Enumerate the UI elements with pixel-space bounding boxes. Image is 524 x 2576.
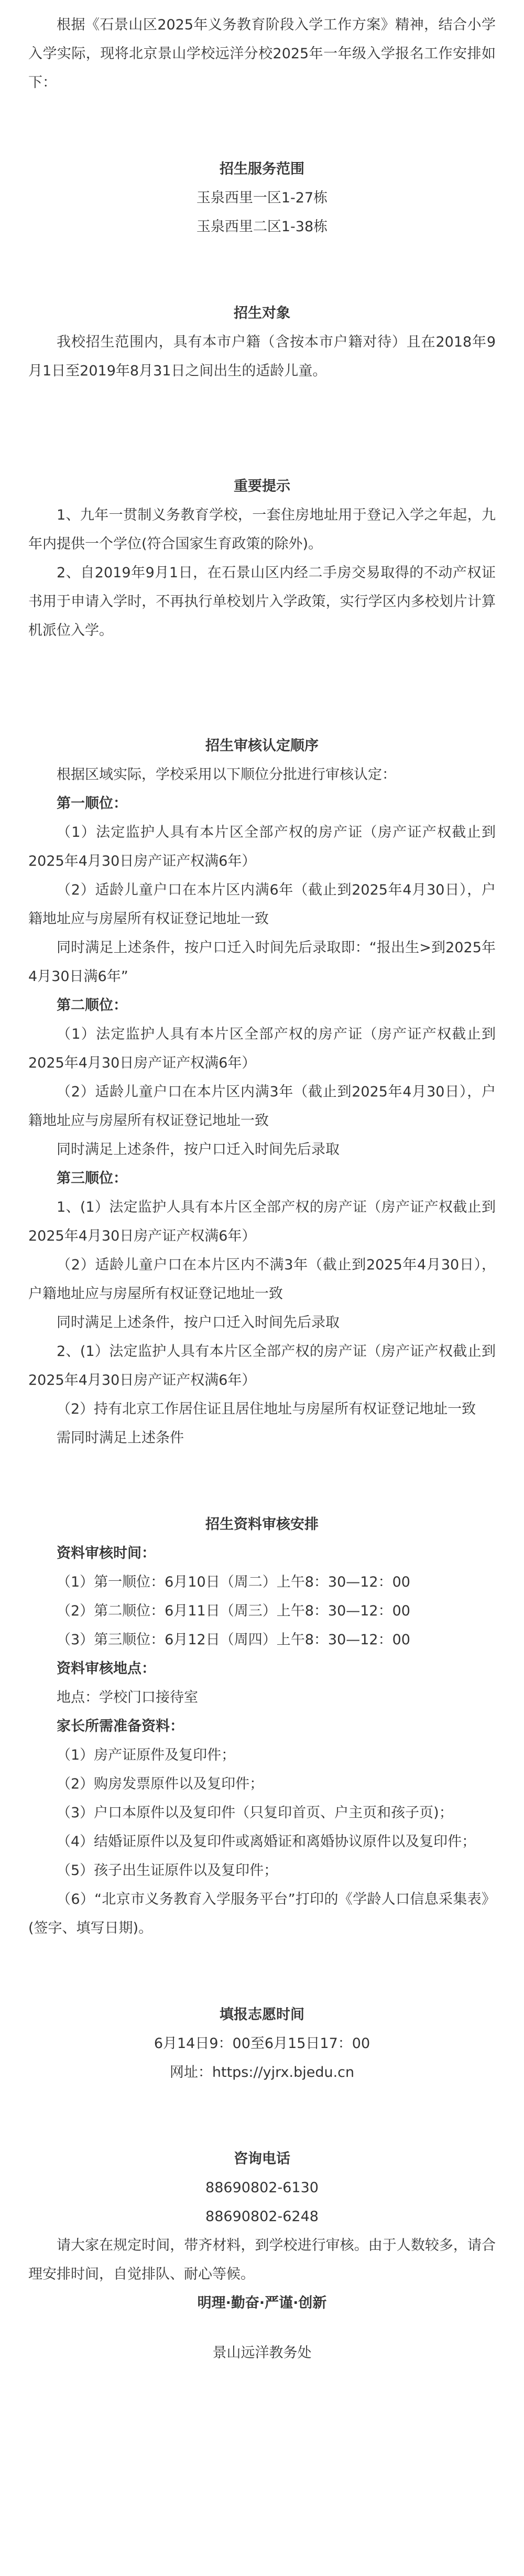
review-time-label: 资料审核时间： (57, 1545, 156, 1561)
material-item-1: （1）房产证原件及复印件； (57, 1747, 236, 1763)
apply-url[interactable]: 网址：https://yjrx.bjedu.cn (169, 2064, 355, 2081)
notice-title: 重要提示 (234, 478, 290, 494)
review-place: 地点：学校门口接待室 (57, 1689, 198, 1706)
material-item-4: （4）结婚证原件以及复印件或离婚证和离婚协议原件以及复印件； (57, 1834, 476, 1850)
material-item-3: （3）户口本原件以及复印件（只复印首页、户主页和孩子页)； (57, 1805, 453, 1821)
school-motto: 明理·勤奋·严谨·创新 (197, 2295, 327, 2311)
third-rank-item-2: （2）适龄儿童户口在本片区内不满3年（截止到2025年4月30日），户籍地址应与房屋所有权证登记地址一致 (28, 1257, 496, 1302)
review-title: 招生资料审核安排 (205, 1516, 319, 1533)
review-time-1: （1）第一顺位：6月10日（周二）上午8：30—12：00 (57, 1574, 410, 1590)
scope-line-2: 玉泉西里二区1-38栋 (196, 219, 328, 235)
first-rank-item-3: 同时满足上述条件，按户口迁入时间先后录取即：“报出生>到2025年4月30日满6年” (28, 940, 496, 985)
scope-line-1: 玉泉西里一区1-27栋 (196, 190, 328, 206)
materials-label: 家长所需准备资料： (57, 1718, 184, 1734)
order-lead: 根据区域实际，学校采用以下顺位分批进行审核认定： (57, 767, 396, 783)
third-rank-item-4: 2、(1）法定监护人具有本片区全部产权的房产证（房产证产权截止到2025年4月30日房产证产权满6年） (28, 1343, 496, 1388)
material-item-5: （5）孩子出生证原件以及复印件； (57, 1862, 278, 1879)
target-title: 招生对象 (234, 305, 290, 321)
apply-time: 6月14日9：00至6月15日17：00 (154, 2035, 370, 2052)
third-rank-item-1: 1、(1）法定监护人具有本片区全部产权的房产证（房产证产权截止到2025年4月30日房产证产权满6年） (28, 1199, 496, 1244)
contact-phone-2: 88690802-6248 (205, 2208, 319, 2225)
second-rank-label: 第二顺位： (57, 997, 127, 1014)
third-rank-item-5: （2）持有北京工作居住证且居住地址与房屋所有权证登记地址一致 (57, 1401, 476, 1417)
material-item-2: （2）购房发票原件以及复印件； (57, 1776, 264, 1792)
material-item-6: （6）“北京市义务教育入学服务平台”打印的《学龄人口信息采集表》(签字、填写日期)。 (28, 1891, 496, 1936)
third-rank-item-3: 同时满足上述条件，按户口迁入时间先后录取 (57, 1314, 340, 1331)
review-time-3: （3）第三顺位：6月12日（周四）上午8：30—12：00 (57, 1632, 410, 1648)
notice-item-1: 1、九年一贯制义务教育学校，一套住房地址用于登记入学之年起，九年内提供一个学位(符合国家生育政策的除外)。 (28, 507, 496, 552)
third-rank-item-6: 需同时满足上述条件 (57, 1430, 184, 1446)
first-rank-item-2: （2）适龄儿童户口在本片区内满6年（截止到2025年4月30日），户籍地址应与房屋所有权证登记地址一致 (28, 882, 496, 927)
first-rank-item-1: （1）法定监护人具有本片区全部产权的房产证（房产证产权截止到2025年4月30日房产证产权满6年） (28, 824, 496, 869)
first-rank-label: 第一顺位： (57, 795, 127, 812)
second-rank-item-1: （1）法定监护人具有本片区全部产权的房产证（房产证产权截止到2025年4月30日房产证产权满6年） (28, 1026, 496, 1071)
scope-title: 招生服务范围 (220, 161, 304, 177)
review-place-label: 资料审核地点： (57, 1661, 156, 1677)
signature: 景山远洋教务处 (212, 2345, 312, 2361)
review-time-2: （2）第二顺位：6月11日（周三）上午8：30—12：00 (57, 1603, 410, 1619)
second-rank-item-3: 同时满足上述条件，按户口迁入时间先后录取 (57, 1141, 340, 1158)
target-paragraph: 我校招生范围内，具有本市户籍（含按本市户籍对待）且在2018年9月1日至2019年8月31日之间出生的适龄儿童。 (28, 334, 496, 379)
contact-phone-1: 88690802-6130 (205, 2180, 319, 2196)
contact-note: 请大家在规定时间，带齐材料，到学校进行审核。由于人数较多，请合理安排时间，自觉排队、耐心等候。 (28, 2237, 496, 2282)
notice-item-2: 2、自2019年9月1日，在石景山区内经二手房交易取得的不动产权证书用于申请入学时，不再执行单校划片入学政策，实行学区内多校划片计算机派位入学。 (28, 565, 496, 639)
order-title: 招生审核认定顺序 (205, 738, 319, 754)
apply-title: 填报志愿时间 (220, 2007, 304, 2023)
third-rank-label: 第三顺位： (57, 1170, 127, 1187)
contact-title: 咨询电话 (234, 2151, 290, 2167)
intro-paragraph: 根据《石景山区2025年义务教育阶段入学工作方案》精神，结合小学入学实际，现将北京景山学校远洋分校2025年一年级入学报名工作安排如下： (28, 17, 496, 91)
second-rank-item-2: （2）适龄儿童户口在本片区内满3年（截止到2025年4月30日），户籍地址应与房屋所有权证登记地址一致 (28, 1084, 496, 1129)
